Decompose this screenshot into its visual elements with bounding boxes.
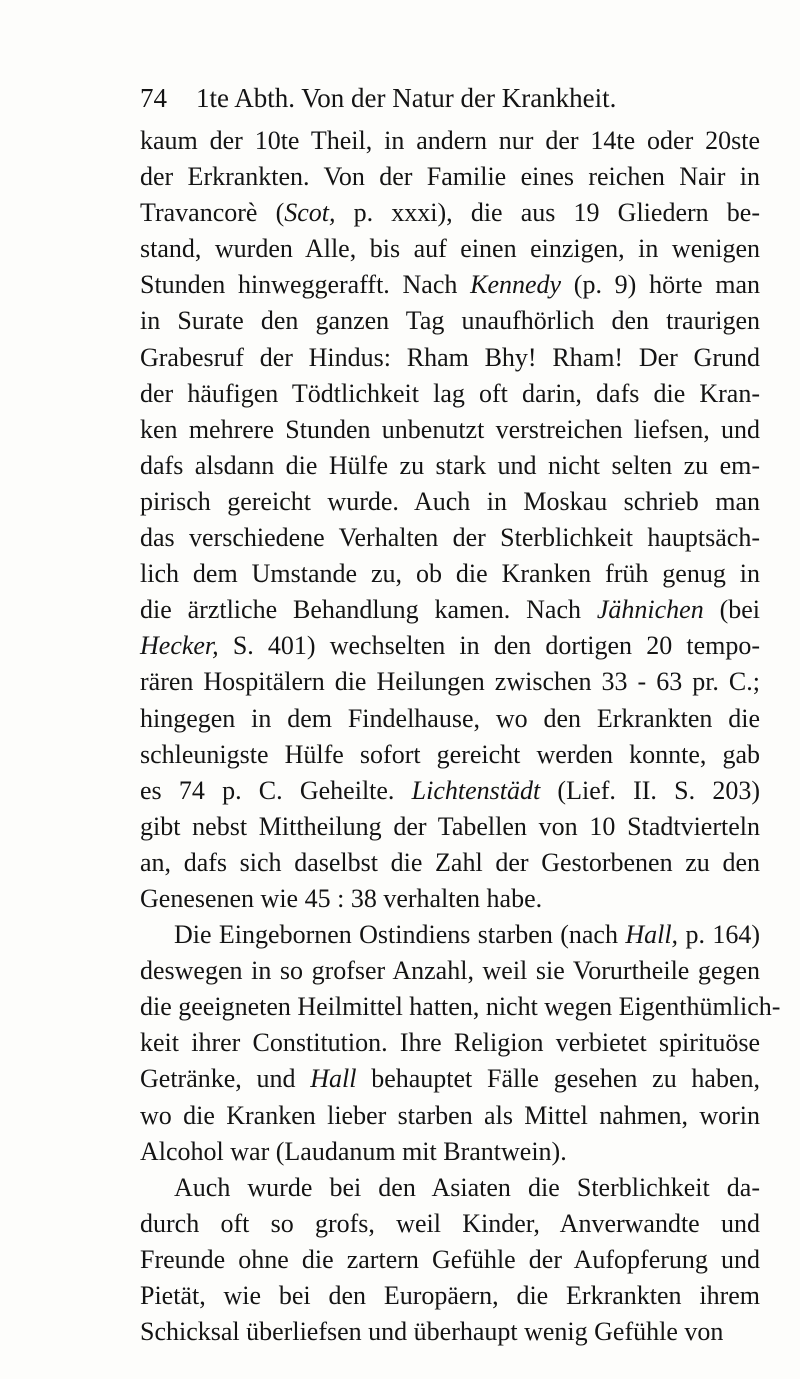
- text-run: rären Hospitälern die Heilungen zwischen 33 - 63 pr. C.;: [140, 667, 760, 697]
- text-line: [140, 1242, 760, 1278]
- text-run: p. 164): [678, 920, 760, 950]
- text-run: Pietät, wie bei den Europäern, die Erkrankten ihrem: [140, 1281, 760, 1310]
- text-run: das verschiedene Verhalten der Sterblichkeit hauptsäch-: [140, 523, 760, 553]
- text-line: [140, 917, 760, 953]
- text-run: in Surate den ganzen Tag unaufhörlich den traurigen: [140, 306, 760, 336]
- text-line: [140, 556, 760, 592]
- text-run: Getränke, und: [140, 1064, 311, 1094]
- text-run: der häufigen Tödtlichkeit lag oft darin, dafs die Kran-: [140, 378, 760, 408]
- text-run: Alcohol war (Laudanum mit Brantwein).: [140, 1136, 567, 1166]
- text-line: [140, 953, 760, 989]
- body-text: [140, 123, 781, 1350]
- text-run: lich dem Umstande zu, ob die Kranken früh genug in: [140, 559, 760, 589]
- italic-reference: Kennedy: [470, 270, 562, 300]
- text-run: deswegen in so grofser Anzahl, weil sie Vorurtheile gegen: [140, 956, 760, 986]
- text-line: [140, 773, 760, 809]
- text-line: [140, 628, 760, 664]
- text-line: [140, 845, 760, 881]
- text-run: p. xxxi), die aus 19 Gliedern be-: [335, 198, 760, 228]
- text-run: (p. 9) hörte man: [561, 270, 760, 300]
- italic-reference: Hall: [310, 1064, 357, 1094]
- text-run: dafs alsdann die Hülfe zu stark und nicht selten zu em-: [140, 450, 760, 480]
- text-run: die ärztliche Behandlung kamen. Nach: [140, 595, 597, 625]
- italic-reference: Scot,: [284, 198, 336, 228]
- text-run: an, dafs sich daselbst die Zahl der Gestorbenen zu den: [140, 847, 760, 877]
- text-run: gibt nebst Mittheilung der Tabellen von 10 Stadtvierteln: [140, 811, 760, 841]
- running-title: 1te Abth. Von der Natur der Krankheit.: [196, 83, 617, 113]
- text-run: Die Eingebornen Ostindiens starben (nach: [174, 920, 626, 950]
- text-line: [140, 1314, 760, 1350]
- text-run: Travancorè (: [140, 198, 285, 228]
- page-number: 74: [140, 83, 167, 113]
- running-header: [140, 78, 760, 118]
- italic-reference: Jähnichen: [596, 595, 704, 625]
- text-line: [140, 664, 760, 700]
- text-run: die geeigneten Heilmittel hatten, nicht wegen Eigenthümlich-: [140, 992, 781, 1022]
- text-line: [140, 303, 760, 339]
- text-run: pirisch gereicht wurde. Auch in Moskau schrieb man: [140, 486, 760, 516]
- text-run: wo die Kranken lieber starben als Mittel nahmen, worin: [140, 1100, 760, 1130]
- text-line: [140, 376, 760, 412]
- text-run: Schicksal überliefsen und überhaupt wenig Gefühle von: [140, 1317, 724, 1347]
- text-run: durch oft so grofs, weil Kinder, Anverwandte und: [140, 1208, 760, 1238]
- text-line: [140, 1134, 760, 1170]
- text-run: (Lief. II. S. 203): [540, 775, 760, 805]
- text-line: [140, 448, 760, 484]
- text-line: [140, 592, 760, 628]
- text-run: stand, wurden Alle, bis auf einen einzigen, in wenigen: [140, 234, 760, 264]
- text-line: [140, 484, 760, 520]
- text-run: Auch wurde bei den Asiaten die Sterblichkeit da-: [174, 1172, 760, 1202]
- text-line: [140, 1061, 760, 1097]
- text-line: [140, 881, 760, 917]
- text-run: behauptet Fälle gesehen zu haben,: [356, 1064, 760, 1094]
- italic-reference: Hall,: [625, 920, 679, 950]
- text-line: [140, 737, 760, 773]
- text-run: ken mehrere Stunden unbenutzt verstreichen liefsen, und: [140, 414, 760, 444]
- text-run: es 74 p. C. Geheilte.: [140, 775, 412, 805]
- text-line: [140, 267, 760, 303]
- text-run: Grabesruf der Hindus: Rham Bhy! Rham! Der Grund: [140, 342, 760, 372]
- text-line: [140, 1206, 760, 1242]
- text-line: [140, 989, 781, 1025]
- text-run: Stunden hinweggerafft. Nach: [140, 270, 471, 300]
- text-run: kaum der 10te Theil, in andern nur der 14te oder 20ste: [140, 126, 760, 155]
- text-line: [140, 1278, 760, 1314]
- text-line: [140, 520, 760, 556]
- text-run: der Erkrankten. Von der Familie eines reichen Nair in: [140, 162, 760, 192]
- text-line: [140, 1098, 760, 1134]
- text-run: (bei: [703, 595, 761, 625]
- text-line: [140, 1025, 760, 1061]
- italic-reference: Hecker,: [140, 631, 219, 661]
- text-run: keit ihrer Constitution. Ihre Religion verbietet spirituöse: [140, 1028, 760, 1058]
- text-run: schleunigste Hülfe sofort gereicht werden konnte, gab: [140, 739, 760, 769]
- text-line: [140, 412, 760, 448]
- text-line: [140, 159, 760, 195]
- text-line: [140, 123, 760, 159]
- text-run: Genesenen wie 45 : 38 verhalten habe.: [140, 883, 543, 913]
- italic-reference: Lichtenstädt: [411, 775, 541, 805]
- text-line: [140, 701, 760, 737]
- text-line: [140, 340, 760, 376]
- text-line: [140, 231, 760, 267]
- text-line: [140, 809, 760, 845]
- text-run: Freunde ohne die zartern Gefühle der Aufopferung und: [140, 1244, 760, 1274]
- text-line: [140, 195, 760, 231]
- text-run: hingegen in dem Findelhause, wo den Erkrankten die: [140, 703, 760, 733]
- text-line: [140, 1170, 760, 1206]
- text-run: S. 401) wechselten in den dortigen 20 tempo-: [218, 631, 760, 661]
